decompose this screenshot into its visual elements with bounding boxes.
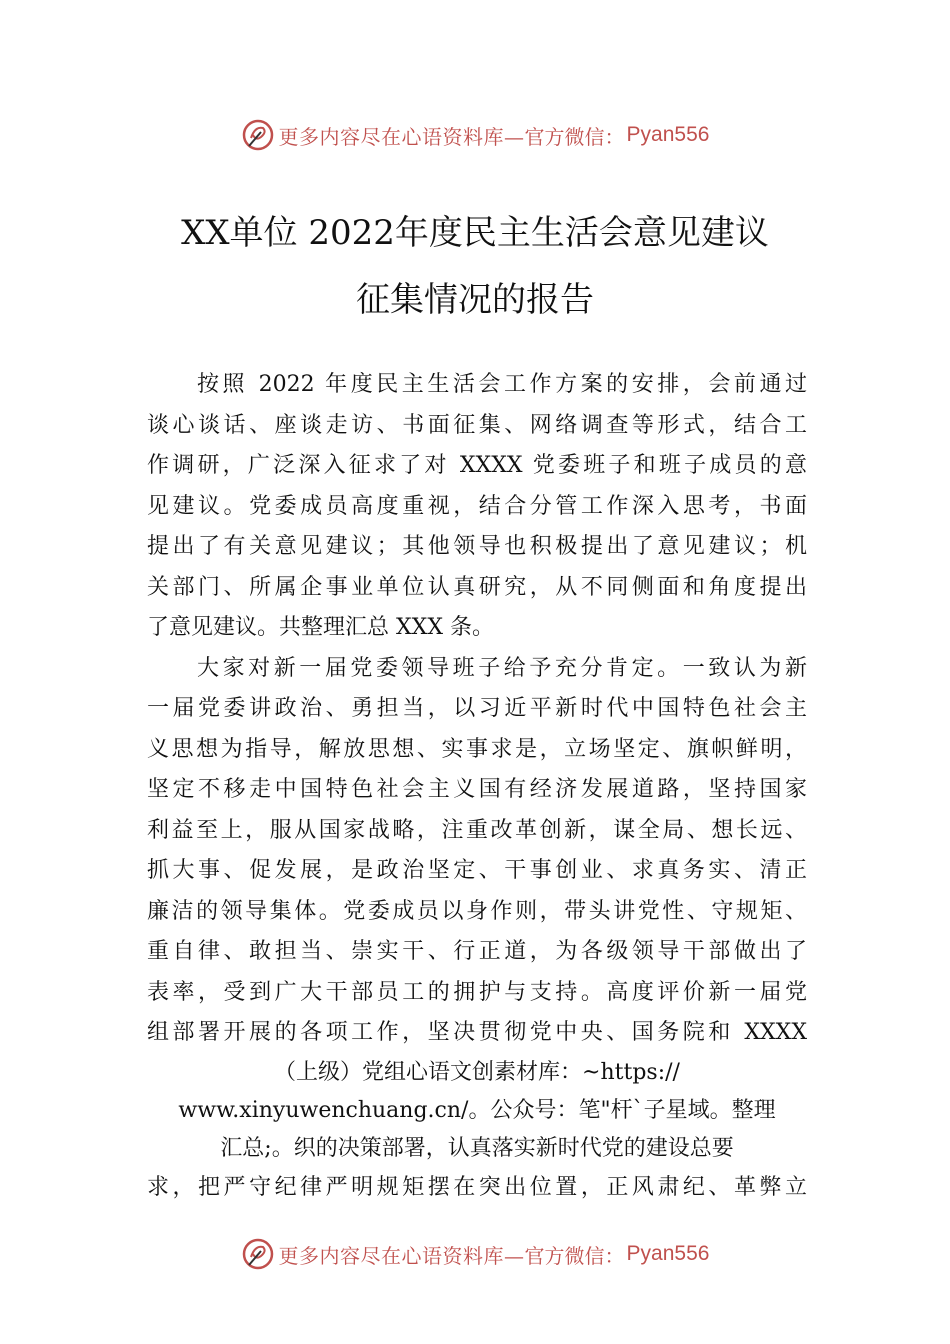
body-line: 求，把严守纪律严明规矩摆在突出位置，正风肃纪、革弊立 — [147, 1174, 807, 1200]
body-line: 利益至上，服从国家战略，注重改革创新，谋全局、想长远、 — [147, 817, 807, 843]
body-line: 廉洁的领导集体。党委成员以身作则，带头讲党性、守规矩、 — [147, 898, 807, 924]
banner-wechat-id: Pyan556 — [626, 123, 710, 146]
body-line: 抓大事、促发展，是政治坚定、干事创业、求真务实、清正 — [147, 858, 807, 883]
rose-logo-icon — [241, 1237, 275, 1271]
banner-text: 更多内容尽在心语资料库— — [278, 124, 525, 149]
body-line: 关部门、所属企事业单位认真研究，从不同侧面和角度提出 — [147, 574, 807, 600]
banner-wechat-id: Pyan556 — [626, 1242, 710, 1265]
body-line: 提出了有关意见建议；其他领导也积极提出了意见建议；机 — [147, 534, 807, 559]
body-line: 义思想为指导，解放思想、实事求是，立场坚定、旗帜鲜明， — [147, 736, 807, 762]
body-line: 按照 2022 年度民主生活会工作方案的安排，会前通过 — [197, 372, 807, 397]
watermark-line: （上级）党组心语文创素材库：~https:// — [274, 1059, 680, 1085]
body-line: 坚定不移走中国特色社会主义国有经济发展道路，坚持国家 — [147, 777, 807, 802]
banner-wechat-label: 官方微信： — [524, 124, 625, 149]
body-line: 组部署开展的各项工作，坚决贯彻党中央、国务院和 XXXX — [147, 1020, 807, 1045]
banner-wechat-label: 官方微信： — [524, 1243, 625, 1268]
watermark-line: 汇总;。织的决策部署，认真落实新时代党的建设总要 — [220, 1135, 734, 1161]
document-body — [147, 365, 807, 1208]
document-title-line-1: XX单位 2022年度民主生活会意见建议 — [181, 213, 769, 253]
rose-logo-icon — [241, 118, 275, 152]
banner-text: 更多内容尽在心语资料库— — [278, 1243, 525, 1268]
body-line: 谈心谈话、座谈走访、书面征集、网络调查等形式，结合工 — [147, 412, 807, 438]
footer-banner — [0, 1234, 950, 1274]
body-line: 作调研，广泛深入征求了对 XXXX 党委班子和班子成员的意 — [147, 453, 807, 478]
body-line: 了意见建议。共整理汇总 XXX 条。 — [147, 615, 494, 640]
body-line: 见建议。党委成员高度重视，结合分管工作深入思考，书面 — [147, 493, 807, 519]
header-banner — [0, 115, 950, 155]
body-line: 一届党委讲政治、勇担当，以习近平新时代中国特色社会主 — [147, 696, 807, 721]
body-line: 重自律、敢担当、崇实干、行正道，为各级领导干部做出了 — [147, 939, 807, 964]
watermark-line: www.xinyuwenchuang.cn/。公众号：笔"杆`子星域。整理 — [178, 1097, 776, 1123]
document-title-line-2: 征集情况的报告 — [356, 280, 594, 320]
body-line: 表率，受到广大干部员工的拥护与支持。高度评价新一届党 — [147, 979, 807, 1005]
body-line: 大家对新一届党委领导班子给予充分肯定。一致认为新 — [197, 655, 807, 681]
